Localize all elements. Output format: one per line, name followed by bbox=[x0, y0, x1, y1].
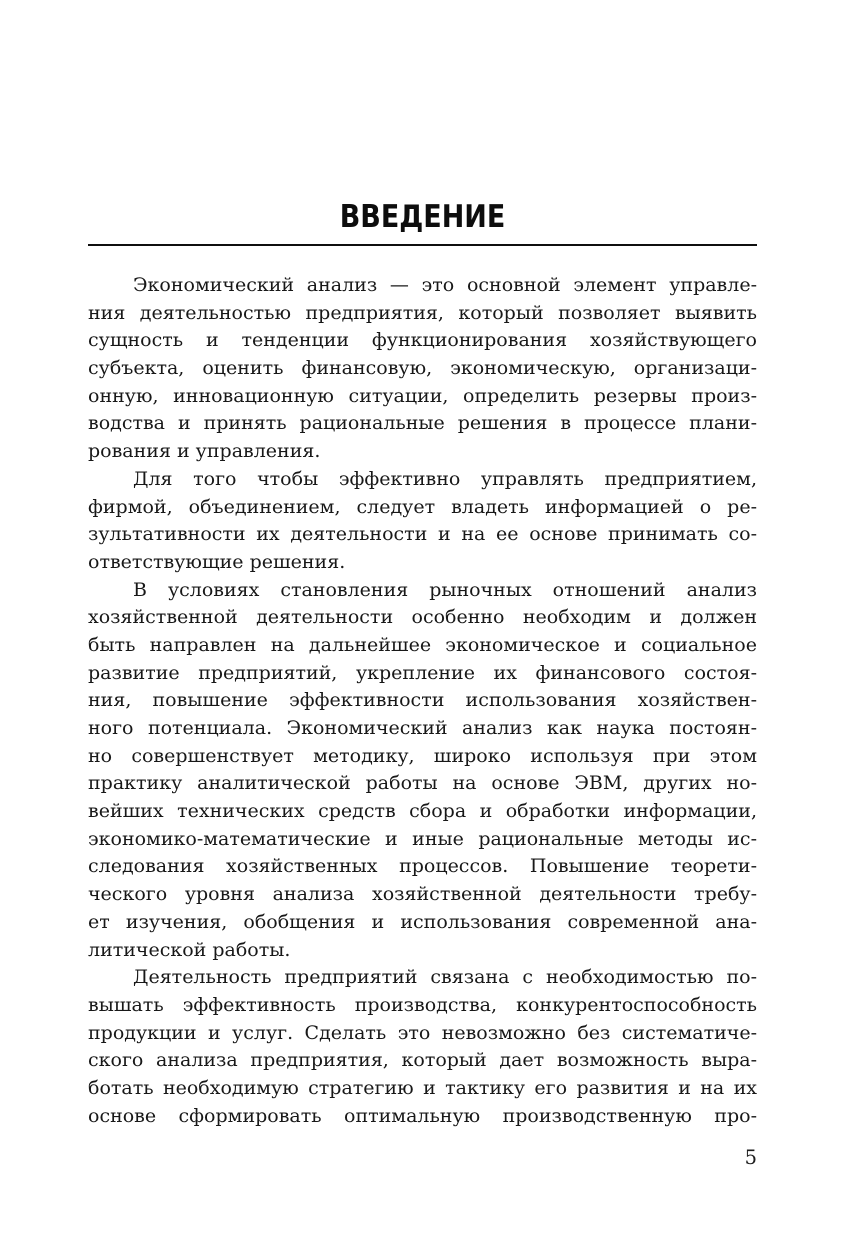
text-line: Экономический анализ — это основной элемент управле- bbox=[133, 274, 757, 296]
text-line: ния, повышение эффективности использования хозяйствен- bbox=[88, 689, 757, 712]
text-line: зультативности их деятельности и на ее основе принимать со- bbox=[88, 523, 757, 546]
text-line: ответствующие решения. bbox=[88, 550, 346, 573]
chapter-title: ВВЕДЕНИЕ bbox=[339, 199, 506, 235]
text-line: быть направлен на дальнейшее экономическое и социальное bbox=[88, 633, 757, 656]
text-line: субъекта, оценить финансовую, экономическую, организаци- bbox=[88, 357, 757, 380]
text-line: следования хозяйственных процессов. Повышение теорети- bbox=[88, 855, 757, 878]
text-line: сущность и тенденции функционирования хозяйствующего bbox=[88, 329, 757, 352]
text-line: развитие предприятий, укрепление их финансового состоя- bbox=[88, 661, 757, 684]
text-line: продукции и услуг. Сделать это невозможно без систематиче- bbox=[88, 1021, 757, 1044]
text-line: водства и принять рациональные решения в процессе плани- bbox=[88, 412, 757, 435]
text-line: онную, инновационную ситуации, определить резервы произ- bbox=[88, 384, 757, 407]
text-line: Деятельность предприятий связана с необходимостью по- bbox=[133, 966, 757, 989]
text-line: экономико-математические и иные рациональные методы ис- bbox=[88, 827, 757, 850]
page-number: 5 bbox=[744, 1146, 757, 1170]
text-line: основе сформировать оптимальную производственную про- bbox=[88, 1104, 757, 1127]
text-line: ского анализа предприятия, который дает возможность выра- bbox=[88, 1049, 757, 1072]
text-line: практику аналитической работы на основе ЭВМ, других но- bbox=[88, 772, 757, 795]
text-column bbox=[88, 0, 757, 1171]
title-rule bbox=[88, 244, 757, 246]
text-line: ботать необходимую стратегию и тактику его развития и на их bbox=[88, 1076, 757, 1099]
text-line: литической работы. bbox=[88, 938, 291, 961]
text-line: рования и управления. bbox=[88, 440, 321, 463]
text-line: Для того чтобы эффективно управлять предприятием, bbox=[133, 467, 757, 490]
text-line: ет изучения, обобщения и использования современной ана- bbox=[88, 910, 757, 933]
text-line: фирмой, объединением, следует владеть информацией о ре- bbox=[88, 495, 757, 518]
paragraph-3 bbox=[88, 577, 757, 965]
text-line: хозяйственной деятельности особенно необходим и должен bbox=[88, 606, 757, 629]
paragraph-4 bbox=[88, 964, 757, 1130]
text-line: вейших технических средств сбора и обработки информации, bbox=[88, 800, 757, 823]
text-line: ческого уровня анализа хозяйственной деятельности требу- bbox=[88, 883, 757, 906]
body-text bbox=[88, 272, 757, 1130]
text-line: вышать эффективность производства, конкурентоспособность bbox=[88, 993, 757, 1016]
paragraph-2 bbox=[88, 466, 757, 577]
paragraph-1 bbox=[88, 272, 757, 466]
text-line: В условиях становления рыночных отношений анализ bbox=[133, 578, 757, 601]
text-line: ния деятельностью предприятия, который позволяет выявить bbox=[88, 301, 757, 324]
text-line: но совершенствует методику, широко используя при этом bbox=[88, 744, 757, 767]
text-line: ного потенциала. Экономический анализ как наука постоян- bbox=[88, 717, 757, 739]
